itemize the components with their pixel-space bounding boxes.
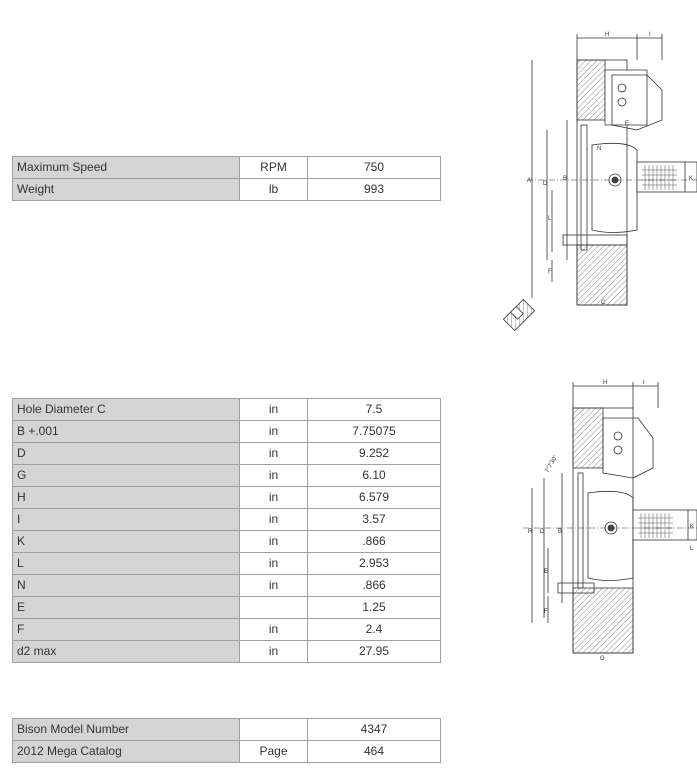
row-value: 3.57 [308, 509, 441, 531]
row-value: 993 [308, 179, 441, 201]
row-label: K [13, 531, 240, 553]
dim-label: B [558, 529, 563, 535]
row-unit: in [240, 619, 308, 641]
row-label: L [13, 553, 240, 575]
table-row [13, 509, 441, 531]
row-value: 464 [308, 741, 441, 763]
row-value: 4347 [308, 719, 441, 741]
table-row [13, 399, 441, 421]
dim-label: I [649, 32, 651, 38]
row-unit: lb [240, 179, 308, 201]
dim-label: C [601, 300, 606, 306]
dim-label: H [603, 380, 608, 386]
row-value: 6.10 [308, 465, 441, 487]
catalog-table [12, 718, 441, 763]
dim-label: E [544, 569, 549, 575]
row-value: 6.579 [308, 487, 441, 509]
row-unit: in [240, 509, 308, 531]
row-unit: Page [240, 741, 308, 763]
row-unit: in [240, 443, 308, 465]
row-value: 1.25 [308, 597, 441, 619]
chuck-technical-drawing-top [497, 30, 697, 345]
table-row [13, 719, 441, 741]
table-row [13, 553, 441, 575]
row-label: 2012 Mega Catalog [13, 741, 240, 763]
dim-label: R [528, 529, 533, 535]
row-unit: in [240, 641, 308, 663]
dim-label: I [643, 380, 645, 386]
dim-label: K [690, 524, 695, 530]
row-label: B +.001 [13, 421, 240, 443]
row-label: N [13, 575, 240, 597]
row-label: G [13, 465, 240, 487]
dim-label: L [548, 216, 552, 222]
row-label: Bison Model Number [13, 719, 240, 741]
row-label: Maximum Speed [13, 157, 240, 179]
row-unit: in [240, 575, 308, 597]
table-row [13, 465, 441, 487]
row-unit [240, 597, 308, 619]
dim-label: G [600, 656, 605, 662]
table-row [13, 487, 441, 509]
row-label: Weight [13, 179, 240, 201]
table-row [13, 597, 441, 619]
row-label: I [13, 509, 240, 531]
chuck-technical-drawing-bottom [518, 378, 697, 663]
row-unit: in [240, 487, 308, 509]
row-value: 2.4 [308, 619, 441, 641]
table-row [13, 157, 441, 179]
row-value: 7.5 [308, 399, 441, 421]
table-row [13, 619, 441, 641]
row-value: 750 [308, 157, 441, 179]
row-unit [240, 719, 308, 741]
table-row [13, 575, 441, 597]
speed-weight-table [12, 156, 441, 201]
table-row [13, 641, 441, 663]
row-value: 9.252 [308, 443, 441, 465]
row-unit: in [240, 399, 308, 421]
dim-label: H [605, 32, 610, 38]
row-label: E [13, 597, 240, 619]
row-unit: in [240, 465, 308, 487]
dim-label: L [690, 546, 694, 552]
row-label: Hole Diameter C [13, 399, 240, 421]
row-value: .866 [308, 531, 441, 553]
row-value: 2.953 [308, 553, 441, 575]
row-unit: in [240, 531, 308, 553]
dim-label: D [543, 181, 548, 187]
row-label: H [13, 487, 240, 509]
table-row [13, 179, 441, 201]
dim-label: 7°7'30" [544, 454, 560, 474]
dim-label: F [548, 269, 552, 275]
dim-label: D [540, 529, 545, 535]
table-row [13, 741, 441, 763]
table-row [13, 531, 441, 553]
row-unit: in [240, 553, 308, 575]
row-value: .866 [308, 575, 441, 597]
table-row [13, 443, 441, 465]
row-label: d2 max [13, 641, 240, 663]
dim-label: F [544, 609, 548, 615]
dim-label: N [597, 146, 602, 152]
row-label: F [13, 619, 240, 641]
row-unit: RPM [240, 157, 308, 179]
dim-label: E [625, 121, 630, 127]
row-unit: in [240, 421, 308, 443]
row-label: D [13, 443, 240, 465]
dimensions-table [12, 398, 441, 663]
dim-label: A [527, 178, 532, 184]
row-value: 27.95 [308, 641, 441, 663]
dim-label: B [563, 176, 568, 182]
row-value: 7.75075 [308, 421, 441, 443]
table-row [13, 421, 441, 443]
dim-label: K [689, 176, 694, 182]
